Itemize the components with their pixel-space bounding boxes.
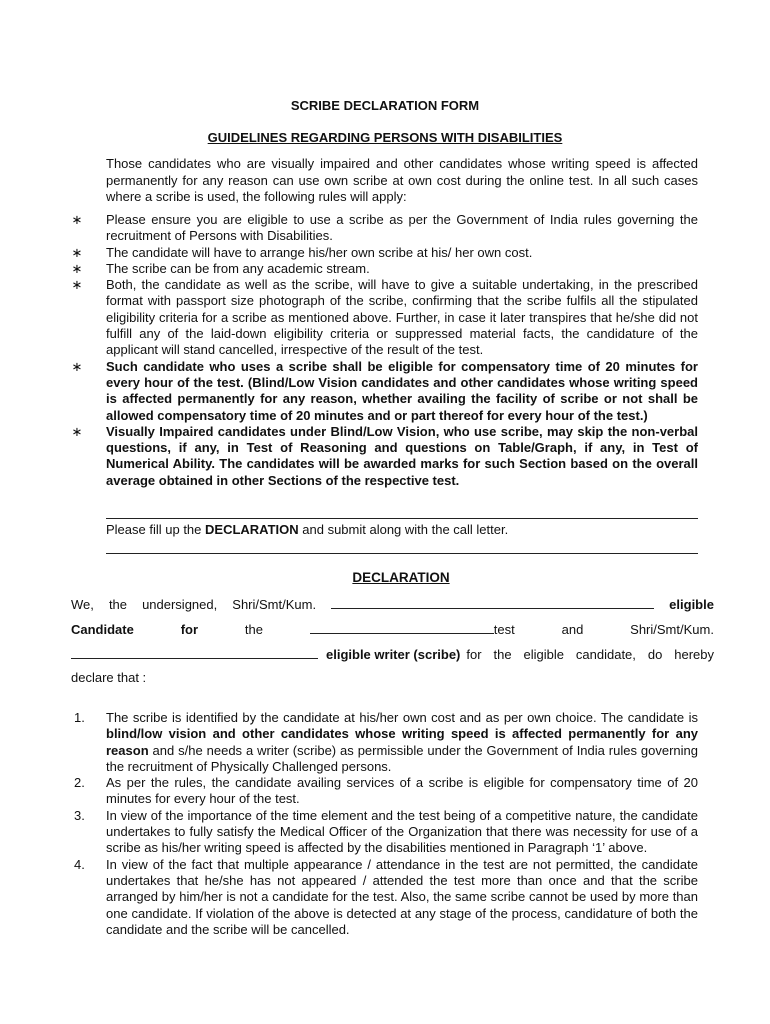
declaration-point: 4. In view of the fact that multiple appearance / attendance in the test are not permitted, the candidate undertakes that he/she has not appeared / attended the test more than once and that the scribe arranged by him/her is not a candidate for the test. Also, the same scribe cannot be used by more than one candidate. If violation of the above is detected at any stage of the process, candidature of both the candidate and the scribe will be cancelled. [74, 856, 698, 937]
rule-item [70, 245, 698, 261]
fillup-instruction: Please fill up the DECLARATION and submit along with the call letter. [106, 522, 509, 537]
asterisk-bullet-icon: ∗ [71, 244, 83, 260]
candidate-name-blank[interactable] [331, 596, 654, 609]
test-name-blank[interactable] [310, 621, 494, 634]
intro-paragraph: Those candidates who are visually impaired and other candidates whose writing speed is affected permanently for any reason can use own scribe at own cost during the online test. In all such cases where a scribe is used, the following rules will apply: [106, 156, 698, 204]
rule-item [70, 277, 698, 358]
declaration-line-1: We, the undersigned, Shri/Smt/Kum. eligible [71, 597, 714, 612]
point-number: 1. [74, 710, 85, 725]
rule-text: Visually Impaired candidates under Blind/Low Vision, who use scribe, may skip the non-verbal questions, if any, in Test of Reasoning and questions on Table/Graph, if any, in Test of Numerical Ability. The candidates will be awarded marks for such Section based on the overall average obtained in other Sections of the respective test. [106, 423, 698, 488]
declaration-point: 3. In view of the importance of the time element and the test being of a competitive nature, the candidate undertakes to fully satisfy the Medical Officer of the Organization that there was necessity for use of a scribe as his/her writing speed is affected by the disabilities mentioned in Paragraph ‘1’ above. [74, 807, 698, 856]
declaration-points-list [70, 710, 698, 938]
rule-text: Please ensure you are eligible to use a scribe as per the Government of India rules governing the recruitment of Persons with Disabilities. [106, 212, 698, 244]
rule-item [70, 261, 698, 277]
rule-text: Such candidate who uses a scribe shall be eligible for compensatory time of 20 minutes for every hour of the test. (Blind/Low Vision candidates and other candidates whose writing speed is affected permanently for any reason, whether availing the facility of scribe or not shall be allowed compensatory time of 20 minutes and or part thereof for every hour of the test.) [106, 358, 698, 423]
rule-text: The scribe can be from any academic stream. [106, 260, 370, 276]
declaration-heading: DECLARATION [352, 570, 450, 585]
rule-item [70, 212, 698, 245]
declare-that-label: declare that : [71, 670, 147, 685]
rule-text: Both, the candidate as well as the scribe, will have to give a suitable undertaking, in the prescribed format with passport size photograph of the scribe, confirming that the scribe fulfils all the stipulated eligibility criteria for a scribe as mentioned above. Further, in case it later transpires that he/she did not fulfill any of the laid-down eligibility criteria or suppressed material facts, the candidature of the applicant will stand cancelled, irrespective of the result of the test. [106, 277, 698, 358]
guidelines-heading: GUIDELINES REGARDING PERSONS WITH DISABILITIES [207, 130, 563, 145]
asterisk-bullet-icon: ∗ [71, 277, 83, 293]
point-number: 3. [74, 807, 85, 823]
asterisk-bullet-icon: ∗ [71, 423, 83, 439]
point-number: 4. [74, 856, 85, 872]
declaration-line-2: Candidate for the test and Shri/Smt/Kum. [71, 622, 714, 637]
scribe-name-blank[interactable] [71, 646, 318, 659]
declaration-line-3: eligible writer (scribe) for the eligible candidate, do hereby [71, 646, 714, 662]
rule-item [70, 359, 698, 424]
divider-line [106, 518, 698, 519]
asterisk-bullet-icon: ∗ [71, 212, 83, 227]
asterisk-bullet-icon: ∗ [71, 260, 83, 276]
declaration-keyword: DECLARATION [205, 522, 299, 537]
declaration-point: 1. The scribe is identified by the candidate at his/her own cost and as per own choice. The candidate is blind/low vision and other candidates whose writing speed is affected permanently for any reason and s/he needs a writer (scribe) as permissible under the Government of India rules governing the recruitment of Physically Challenged persons. [74, 710, 698, 774]
form-title: SCRIBE DECLARATION FORM [290, 98, 480, 113]
rules-list [70, 212, 698, 489]
point-number: 2. [74, 775, 85, 791]
rule-text: The candidate will have to arrange his/her own scribe at his/ her own cost. [106, 244, 533, 260]
divider-line [106, 553, 698, 554]
asterisk-bullet-icon: ∗ [71, 358, 83, 374]
rule-item [70, 424, 698, 489]
declaration-point: 2. As per the rules, the candidate availing services of a scribe is eligible for compensatory time of 20 minutes for every hour of the test. [74, 775, 698, 807]
